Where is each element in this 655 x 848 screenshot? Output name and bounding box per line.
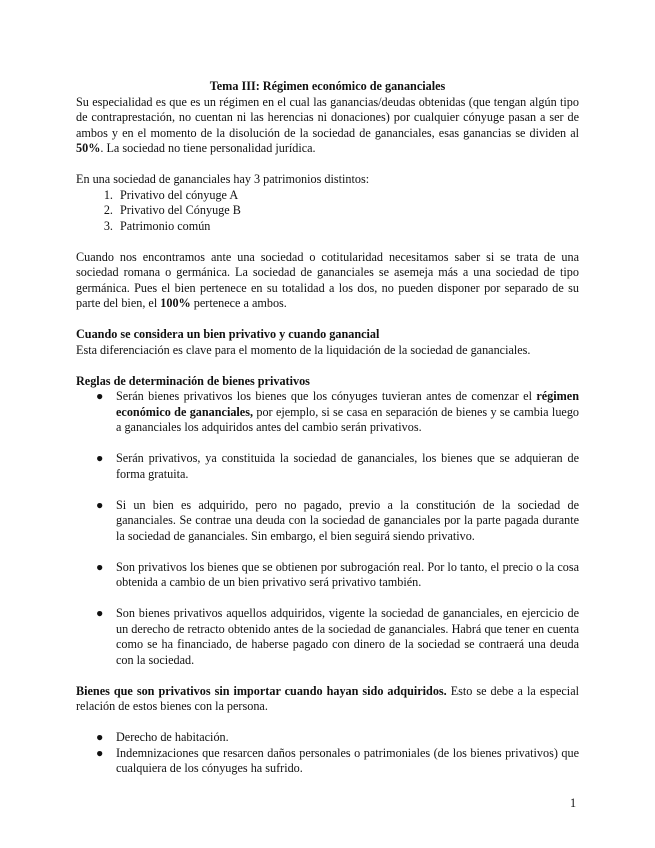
intro-text: Su especialidad es que es un régimen en el cual las ganancias/deudas obtenidas (que tengan algún tipo de contraprestación, no cuentan ni las herencias ni donaciones) por cualquier cónyuge pasan a ser de ambos y en el momento de la disolución de la sociedad de gananciales, esas ganancias se dividen al xyxy=(76,94,579,140)
bullet-icon: ● xyxy=(96,745,104,760)
document-body xyxy=(76,79,579,777)
patrimonios-intro: En una sociedad de gananciales hay 3 patrimonios distintos: xyxy=(76,172,370,186)
bullet-icon: ● xyxy=(96,451,104,465)
list-item: ● Indemnizaciones que resarcen daños personales o patrimoniales (de los bienes privativos) que cualquiera de los cónyuges ha sufrido. xyxy=(96,745,579,775)
section-text-diferenciacion: Esta diferenciación es clave para el momento de la liquidación de la sociedad de gananciales. xyxy=(76,342,531,357)
cotitularidad-text: Cuando nos encontramos ante una sociedad o cotitularidad necesitamos saber si se trata de una sociedad romana o germánica. La sociedad de gananciales se asemeja más a una sociedad de tipo germánica. Pues el bien pertenece en su totalidad a los dos, no pueden disponer por separado de su parte del bien, el xyxy=(76,249,579,310)
list-item: ● Serán bienes privativos los bienes que los cónyuges tuvieran antes de comenzar el régimen económico de gananciales, por ejemplo, si se casa en separación de bienes y se cambia luego a gananciales los adquiridos antes del cambio serán privativos. xyxy=(96,389,580,434)
bullet-icon: ● xyxy=(96,389,104,403)
patrimonio-item: 2. Privativo del Cónyuge B xyxy=(116,203,579,219)
page-number: 1 xyxy=(570,796,577,810)
reglas-list xyxy=(76,389,579,668)
patrimonio-item: 1. Privativo del cónyuge A xyxy=(116,188,579,204)
section-heading-privativo-ganancial: Cuando se considera un bien privativo y cuando ganancial xyxy=(76,327,380,341)
list-item: ● Son privativos los bienes que se obtienen por subrogación real. Por lo tanto, el precio o la cosa obtenida a cambio de un bien privativo será privativo también. xyxy=(96,559,579,589)
intro-paragraph xyxy=(76,95,579,157)
bold-term: régimen económico de gananciales, xyxy=(116,389,579,419)
section-bienes-privativos xyxy=(76,684,579,715)
patrimonios-list xyxy=(76,188,579,235)
list-item: ● Serán privativos, ya constituida la sociedad de gananciales, los bienes que se adquieran de forma gratuita. xyxy=(96,451,579,481)
intro-text-end: . La sociedad no tiene personalidad jurídica. xyxy=(100,141,316,155)
list-item: ● Derecho de habitación. xyxy=(96,730,229,744)
intro-percentage: 50% xyxy=(76,141,101,155)
cotitularidad-text-end: pertenece a ambos. xyxy=(190,296,287,310)
cotitularidad-paragraph xyxy=(76,250,579,312)
section-heading-reglas: Reglas de determinación de bienes privativos xyxy=(76,373,310,388)
bullet-icon: ● xyxy=(96,497,104,512)
bullet-icon: ● xyxy=(96,730,104,744)
section-heading-bienes: Bienes que son privativos sin importar cuando hayan sido adquiridos. xyxy=(76,683,447,698)
cotitularidad-percentage: 100% xyxy=(160,296,191,310)
list-item: ● Si un bien es adquirido, pero no pagado, previo a la constitución de la sociedad de gananciales. Se contrae una deuda con la sociedad de gananciales por la parte pagada durante la sociedad de gananciales. Sin embargo, el bien seguirá siendo privativo. xyxy=(96,497,579,543)
bienes-list xyxy=(76,730,579,777)
section-text-bienes: Esto se debe a la especial relación de estos bienes con la persona. xyxy=(76,683,579,713)
list-item: ● Son bienes privativos aquellos adquiridos, vigente la sociedad de gananciales, en ejercicio de un derecho de retracto obtenido antes de la sociedad de gananciales. Habrá que tener en cuenta como se ha financiado, de haberse pagado con dinero de la sociedad se contraerá una deuda con la sociedad. xyxy=(96,606,579,667)
patrimonio-item: 3. Patrimonio común xyxy=(116,219,579,235)
document-title: Tema III: Régimen económico de gananciales xyxy=(209,79,446,93)
bullet-icon: ● xyxy=(96,606,104,620)
bullet-icon: ● xyxy=(96,559,104,574)
